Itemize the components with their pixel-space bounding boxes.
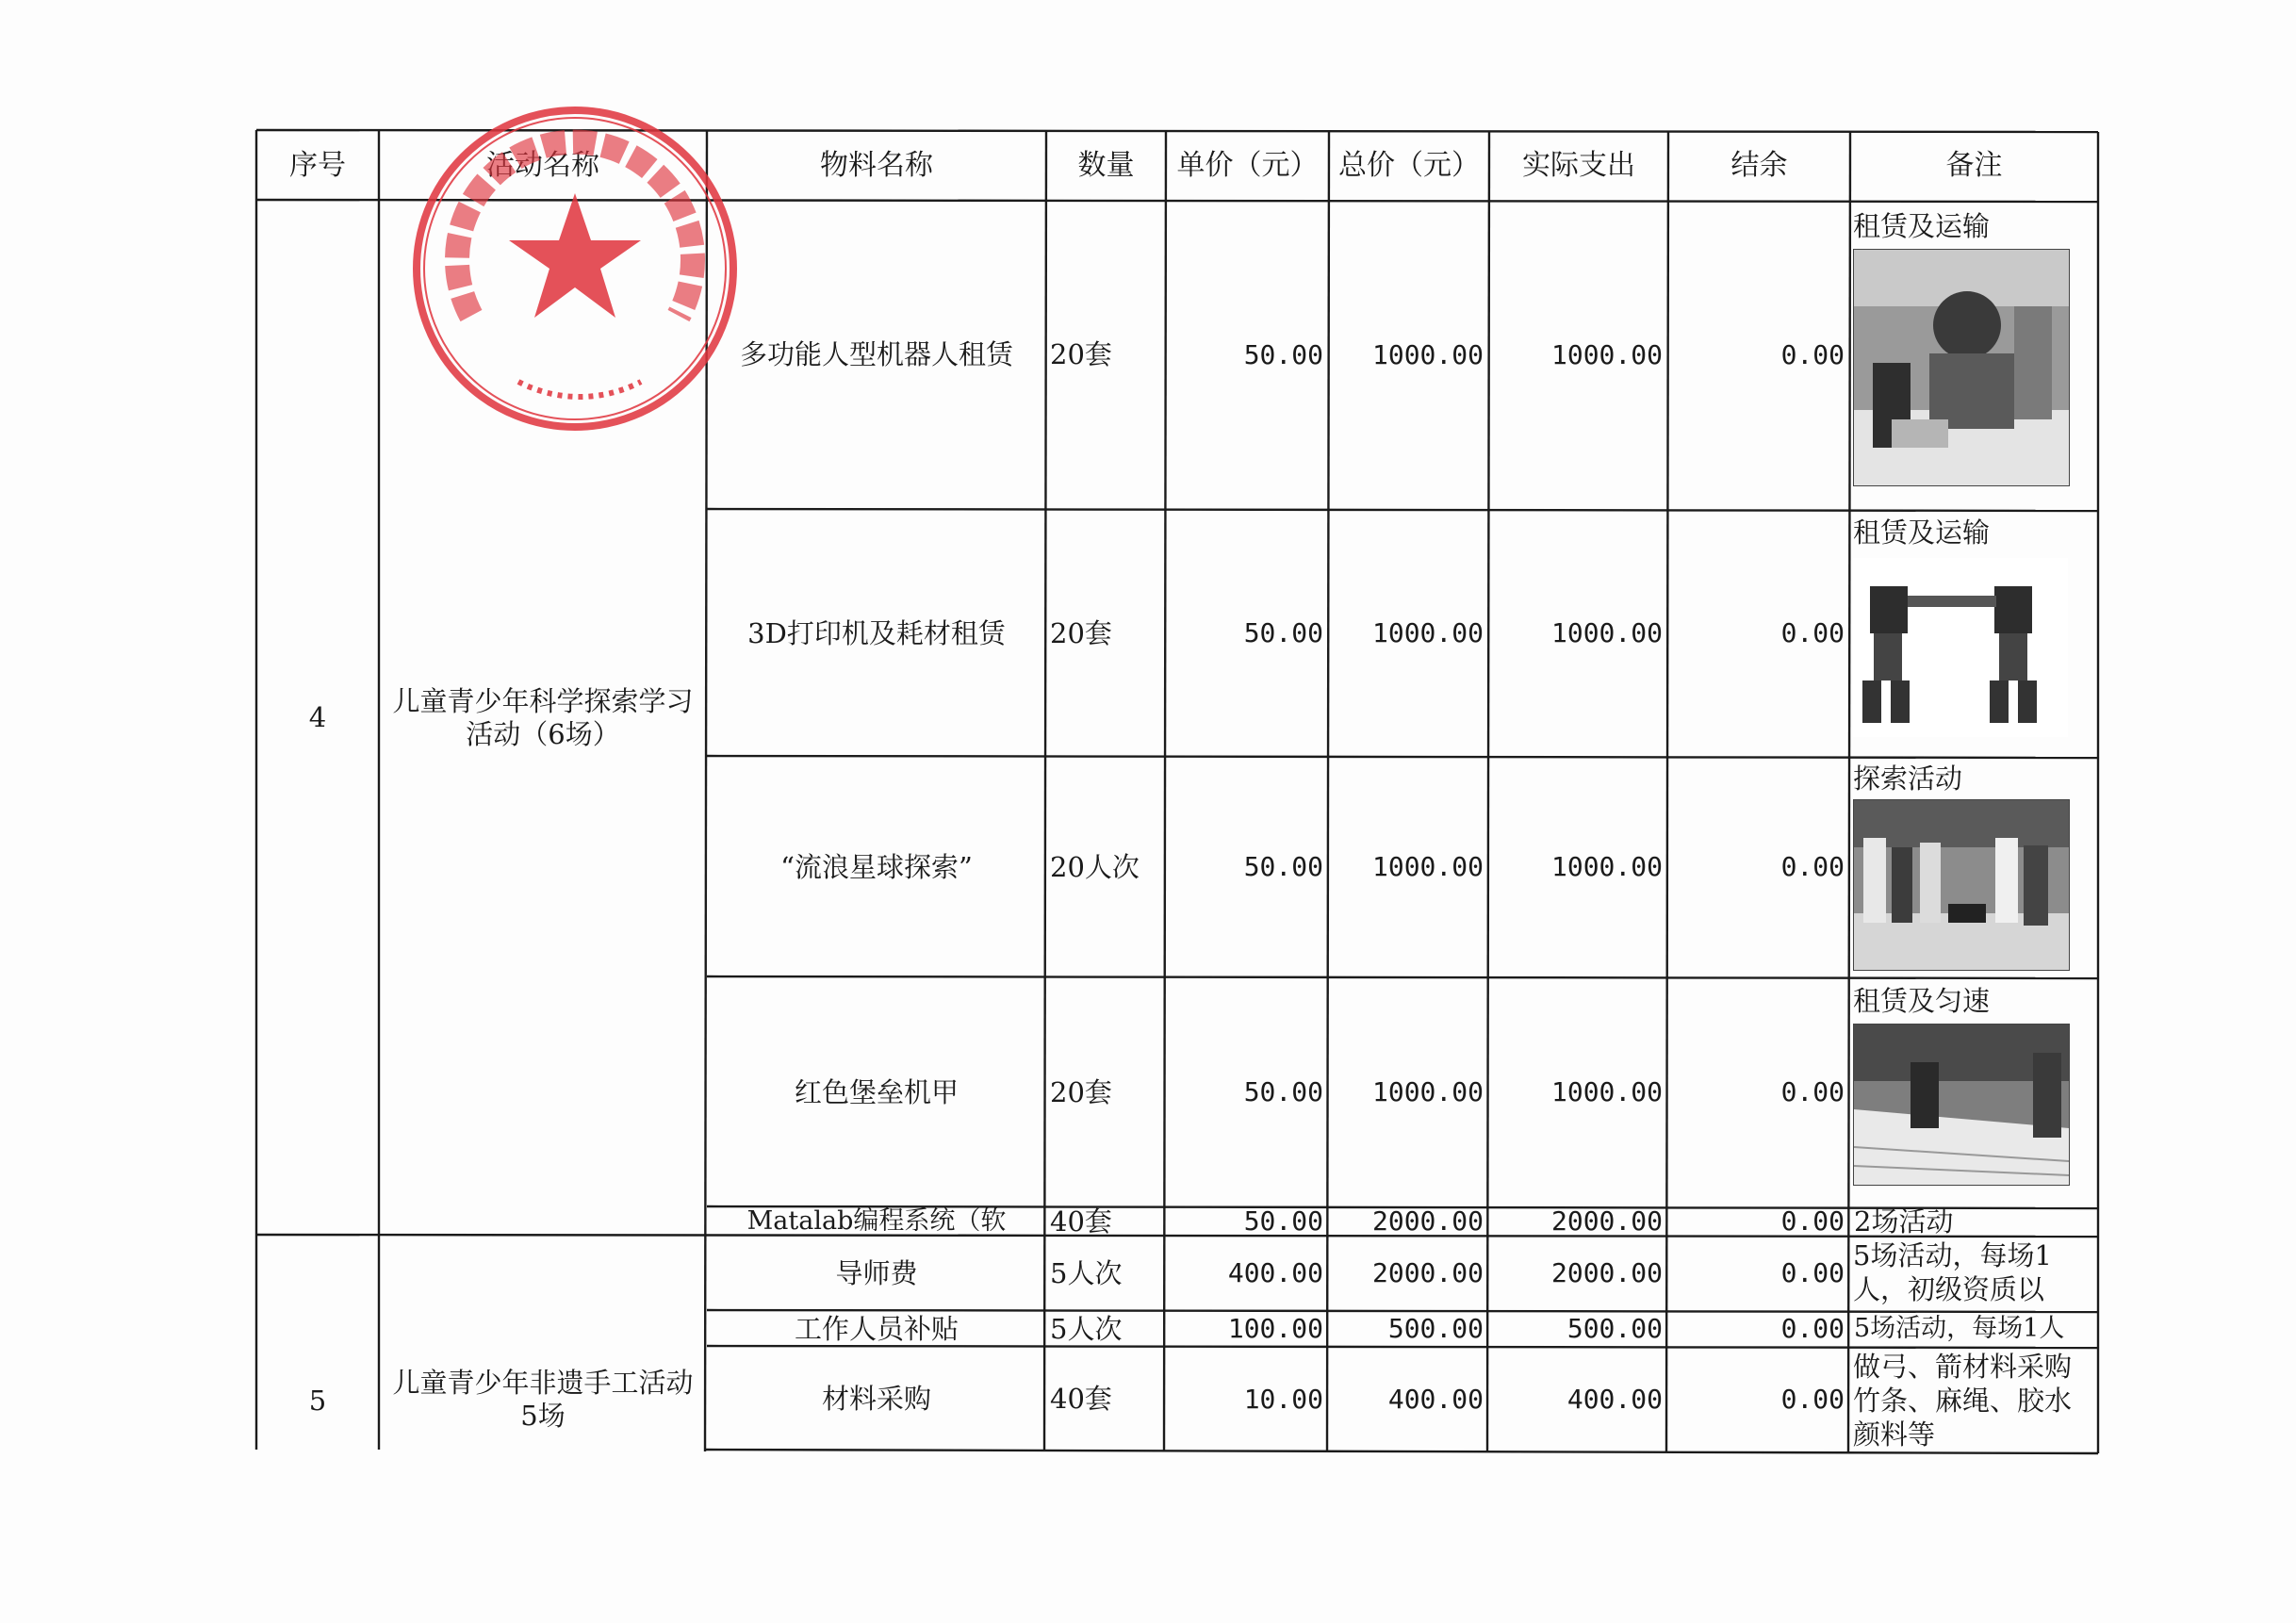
qty-cell: 40套 [1050,1205,1112,1238]
remark-cell: 租赁及运输 [1853,516,1991,549]
qty-cell: 20套 [1050,1075,1112,1108]
header-unit-price: 单价（元） [1176,148,1319,182]
remark-cell: 5场活动，每场1人，初级资质以 [1853,1239,2052,1305]
balance-cell: 0.00 [1780,338,1845,370]
unit-price-cell: 50.00 [1243,1205,1323,1238]
header-actual: 实际支出 [1522,148,1635,182]
material-staff-subsidy: 工作人员补贴 [794,1312,959,1345]
total-price-cell: 400.00 [1387,1383,1484,1415]
header-activity: 活动名称 [486,148,599,182]
remark-cell: 租赁及运输 [1853,210,1991,242]
unit-price-cell: 50.00 [1243,338,1323,370]
unit-price-cell: 100.00 [1227,1313,1323,1345]
balance-cell: 0.00 [1780,1205,1845,1238]
material-robot-rental: 多功能人型机器人租赁 [739,338,1013,371]
balance-cell: 0.00 [1780,1383,1845,1415]
unit-price-cell: 50.00 [1243,617,1323,649]
total-price-cell: 1000.00 [1371,338,1484,370]
header-remark: 备注 [1945,148,2003,182]
total-price-cell: 1000.00 [1371,617,1484,649]
total-price-cell: 2000.00 [1371,1257,1484,1289]
actual-cell: 2000.00 [1550,1257,1663,1289]
balance-cell: 0.00 [1780,1313,1845,1345]
balance-cell: 0.00 [1780,617,1845,649]
unit-price-cell: 400.00 [1227,1257,1323,1289]
children-with-robots-photo [1853,249,2070,486]
group4-activity: 儿童青少年科学探索学习活动（6场） [392,684,694,750]
material-3d-printer: 3D打印机及耗材租赁 [747,616,1006,649]
remark-cell: 5场活动，每场1人 [1854,1313,2065,1343]
mecha-track-photo [1853,1024,2070,1186]
group5-activity: 儿童青少年非遗手工活动5场 [392,1367,694,1432]
total-price-cell: 500.00 [1387,1313,1484,1345]
official-seal-stamp [405,99,745,438]
remark-cell: 探索活动 [1853,762,1963,795]
total-price-cell: 2000.00 [1371,1205,1484,1238]
total-price-cell: 1000.00 [1371,1076,1484,1108]
qty-cell: 20套 [1050,338,1112,371]
material-red-fortress-mecha: 红色堡垒机甲 [794,1075,959,1108]
qty-cell: 5人次 [1050,1312,1123,1345]
remark-cell: 做弓、箭材料采购竹条、麻绳、胶水颜料等 [1853,1351,2073,1451]
actual-cell: 1000.00 [1550,1076,1663,1108]
material-tutor-fee: 导师费 [835,1256,918,1289]
total-price-cell: 1000.00 [1371,851,1484,883]
header-qty: 数量 [1077,148,1135,182]
qty-cell: 20套 [1050,616,1112,649]
group5-seq: 5 [308,1384,327,1417]
actual-cell: 2000.00 [1550,1205,1663,1238]
balance-cell: 0.00 [1780,851,1845,883]
remark-cell: 2场活动 [1854,1205,1954,1238]
balance-cell: 0.00 [1780,1076,1845,1108]
group4-seq: 4 [308,701,327,734]
actual-cell: 1000.00 [1550,338,1663,370]
material-wandering-planet: “流浪星球探索” [780,850,973,883]
exploration-activity-photo [1853,799,2070,971]
header-material: 物料名称 [820,148,933,182]
balance-cell: 0.00 [1780,1257,1845,1289]
material-purchase: 材料采购 [821,1383,931,1416]
actual-cell: 400.00 [1566,1383,1663,1415]
qty-cell: 5人次 [1050,1256,1123,1289]
unit-price-cell: 50.00 [1243,1076,1323,1108]
actual-cell: 500.00 [1566,1313,1663,1345]
header-balance: 结余 [1730,148,1788,182]
qty-cell: 20人次 [1050,850,1140,883]
unit-price-cell: 50.00 [1243,851,1323,883]
remark-cell: 租赁及匀速 [1853,985,1991,1017]
header-total-price: 总价（元） [1338,148,1480,182]
actual-cell: 1000.00 [1550,617,1663,649]
actual-cell: 1000.00 [1550,851,1663,883]
humanoid-robots-photo [1853,558,2068,737]
header-seq: 序号 [289,148,346,182]
unit-price-cell: 10.00 [1243,1383,1323,1415]
material-matalab-system: Matalab编程系统（软 [746,1205,1007,1236]
qty-cell: 40套 [1050,1383,1112,1416]
